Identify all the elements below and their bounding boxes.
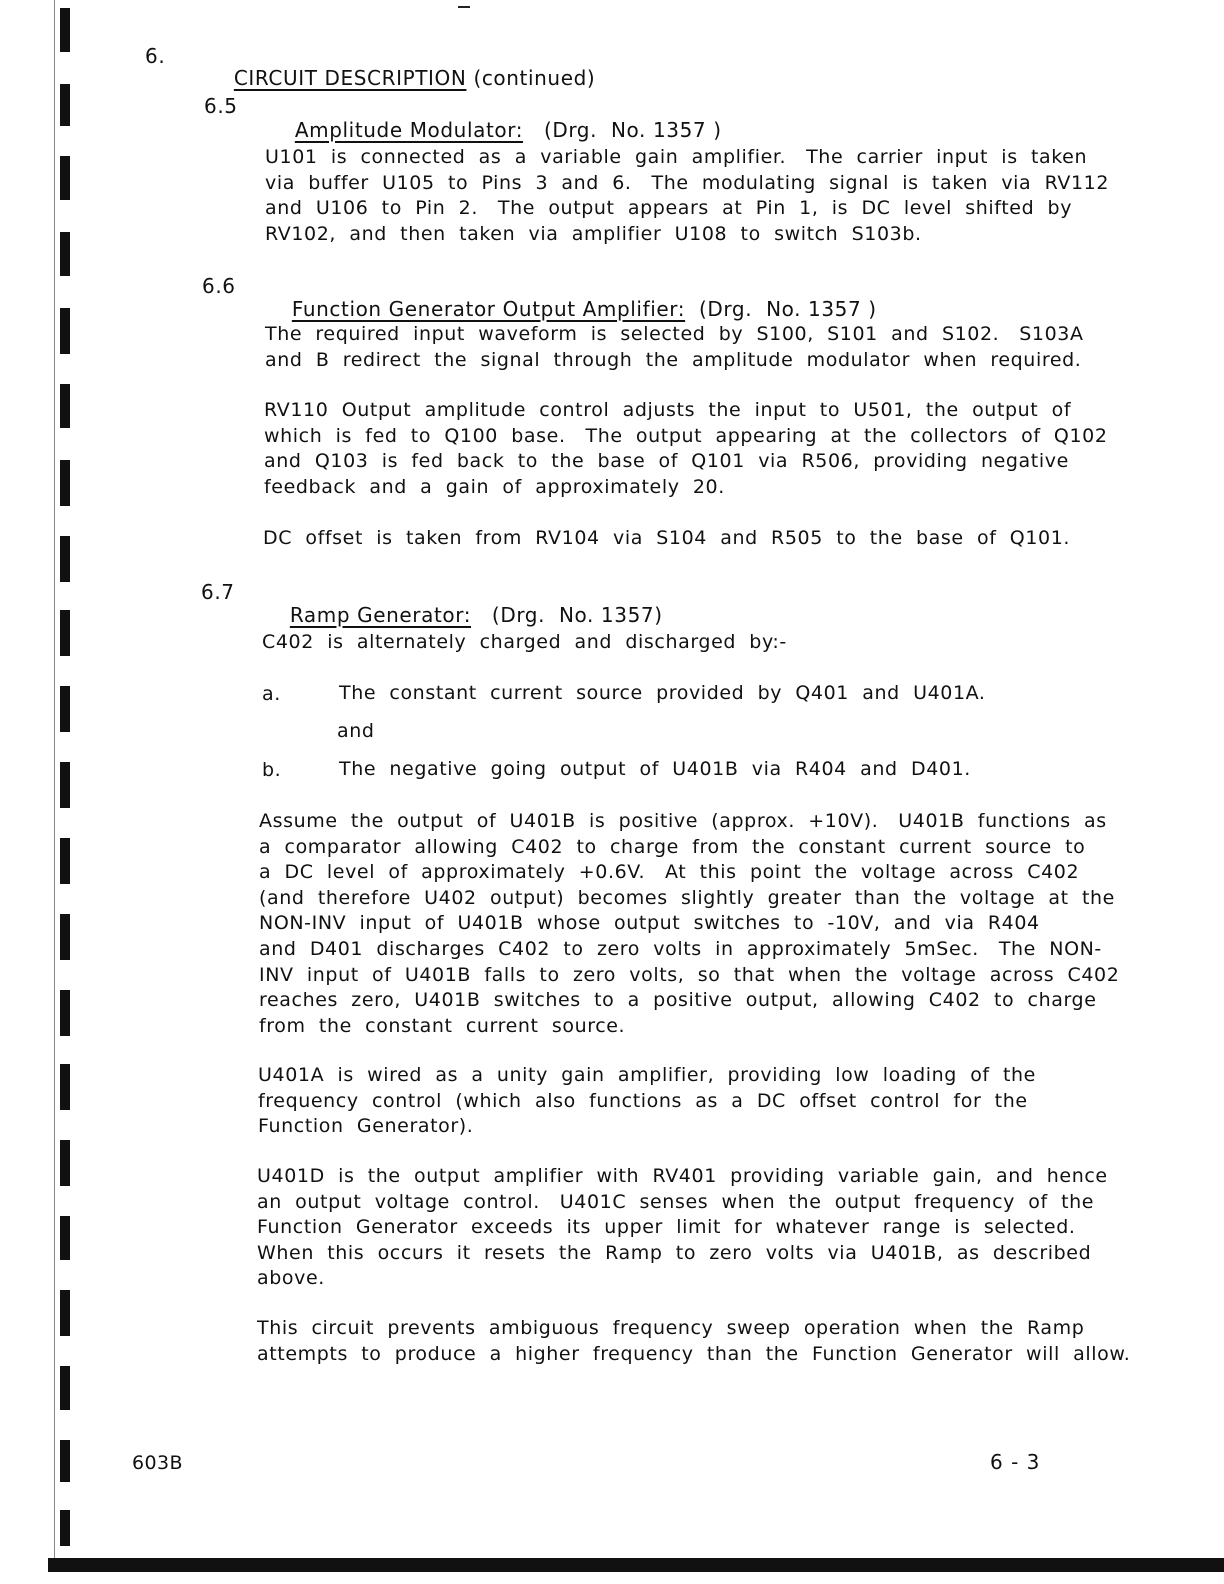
binding-mark	[60, 838, 70, 884]
paragraph	[265, 145, 1109, 247]
list-item-a: The constant current source provided by Q401 and U401A.	[339, 682, 986, 704]
text-line: U401D is the output amplifier with RV401 providing variable gain, and hence	[257, 1165, 1108, 1187]
text-line: via buffer U105 to Pins 3 and 6. The modulating signal is taken via RV112	[265, 171, 1110, 194]
text-line: and D401 discharges C402 to zero volts in approximately 5mSec. The NON-	[259, 937, 1102, 960]
text-line: a DC level of approximately +0.6V. At this point the voltage across C402	[259, 861, 1080, 884]
text-line: which is fed to Q100 base. The output appearing at the collectors of Q102	[264, 424, 1108, 447]
text-line: reaches zero, U401B switches to a positive output, allowing C402 to charge	[259, 989, 1097, 1012]
paragraph	[258, 1063, 1036, 1140]
page-number: 6 - 3	[990, 1450, 1041, 1474]
text-line: INV input of U401B falls to zero volts, so that when the voltage across C402	[259, 963, 1120, 986]
binding-mark	[60, 610, 70, 656]
text-line: The required input waveform is selected by S100, S101 and S102. S103A	[265, 323, 1084, 345]
subsection-number: 6.7	[201, 580, 235, 604]
text-line: Function Generator exceeds its upper limit for whatever range is selected.	[257, 1216, 1076, 1239]
page-edge-line	[54, 0, 55, 1560]
paragraph	[257, 1164, 1108, 1292]
binding-mark	[60, 1216, 70, 1260]
model-number: 603B	[132, 1452, 183, 1474]
text-line: U401A is wired as a unity gain amplifier, providing low loading of the	[258, 1064, 1036, 1086]
binding-mark	[60, 1510, 70, 1546]
text-line: attempts to produce a higher frequency than the Function Generator will allow.	[257, 1342, 1131, 1365]
text-line: above.	[257, 1267, 325, 1290]
text-line: Function Generator).	[258, 1115, 474, 1138]
text-line: an output voltage control. U401C senses when the output frequency of the	[257, 1190, 1095, 1213]
text-line: frequency control (which also functions as a DC offset control for the	[258, 1089, 1028, 1112]
subsection-title: Function Generator Output Amplifier:	[291, 296, 686, 321]
top-tick-mark	[458, 6, 470, 8]
paragraph	[264, 398, 1108, 500]
binding-mark	[60, 156, 70, 200]
bottom-scan-bar	[48, 1558, 1224, 1572]
binding-mark	[60, 84, 70, 126]
binding-mark	[60, 1366, 70, 1410]
binding-mark	[60, 308, 70, 354]
text-line: and U106 to Pin 2. The output appears at Pin 1, is DC level shifted by	[265, 197, 1073, 220]
binding-mark	[60, 384, 70, 428]
text-line: and B redirect the signal through the amplitude modulator when required.	[265, 348, 1082, 371]
paragraph	[259, 809, 1119, 1039]
section-suffix: (continued)	[473, 65, 596, 90]
list-label-b: b.	[262, 759, 282, 781]
binding-mark	[60, 1064, 70, 1110]
binding-mark	[60, 536, 70, 582]
subsection-title: Ramp Generator:	[289, 602, 472, 627]
text-line: U101 is connected as a variable gain amplifier. The carrier input is taken	[265, 146, 1088, 168]
paragraph	[263, 526, 1070, 552]
binding-mark	[60, 1440, 70, 1482]
text-line: RV110 Output amplitude control adjusts the input to U501, the output of	[264, 399, 1072, 421]
binding-mark	[60, 990, 70, 1036]
drawing-reference: (Drg. No. 1357)	[491, 602, 663, 627]
list-connector: and	[337, 720, 375, 742]
paragraph	[257, 1316, 1130, 1367]
list-item-b: The negative going output of U401B via R404 and D401.	[339, 758, 971, 780]
text-line: from the constant current source.	[259, 1014, 626, 1037]
binding-mark	[60, 1140, 70, 1186]
binding-mark	[60, 460, 70, 506]
subsection-number: 6.6	[202, 274, 236, 298]
subsection-number: 6.5	[204, 94, 238, 118]
text-line: (and therefore U402 output) becomes slightly greater than the voltage at the	[259, 886, 1115, 909]
text-line: NON-INV input of U401B whose output switches to -10V, and via R404	[259, 912, 1040, 935]
text-line: This circuit prevents ambiguous frequency sweep operation when the Ramp	[257, 1317, 1085, 1339]
binding-mark	[60, 686, 70, 732]
subsection-title: Amplitude Modulator:	[294, 117, 524, 142]
text-line: feedback and a gain of approximately 20.	[264, 475, 725, 498]
text-line: a comparator allowing C402 to charge from the constant current source to	[259, 835, 1086, 858]
text-line: DC offset is taken from RV104 via S104 and R505 to the base of Q101.	[263, 527, 1071, 549]
text-line: When this occurs it resets the Ramp to zero volts via U401B, as described	[257, 1241, 1092, 1264]
text-line: Assume the output of U401B is positive (approx. +10V). U401B functions as	[259, 810, 1107, 832]
binding-mark	[60, 232, 70, 276]
list-label-a: a.	[262, 683, 281, 705]
binding-mark	[60, 1290, 70, 1336]
binding-mark	[60, 762, 70, 808]
paragraph	[265, 322, 1084, 373]
intro-line: C402 is alternately charged and discharged by:-	[262, 631, 787, 653]
text-line: and Q103 is fed back to the base of Q101 via R506, providing negative	[264, 450, 1069, 473]
drawing-reference: (Drg. No. 1357 )	[699, 296, 877, 321]
binding-mark	[60, 914, 70, 960]
binding-mark	[60, 8, 70, 52]
section-title: CIRCUIT DESCRIPTION	[233, 65, 467, 90]
drawing-reference: (Drg. No. 1357 )	[543, 117, 722, 142]
section-number: 6.	[145, 44, 166, 68]
text-line: RV102, and then taken via amplifier U108 to switch S103b.	[265, 222, 922, 245]
